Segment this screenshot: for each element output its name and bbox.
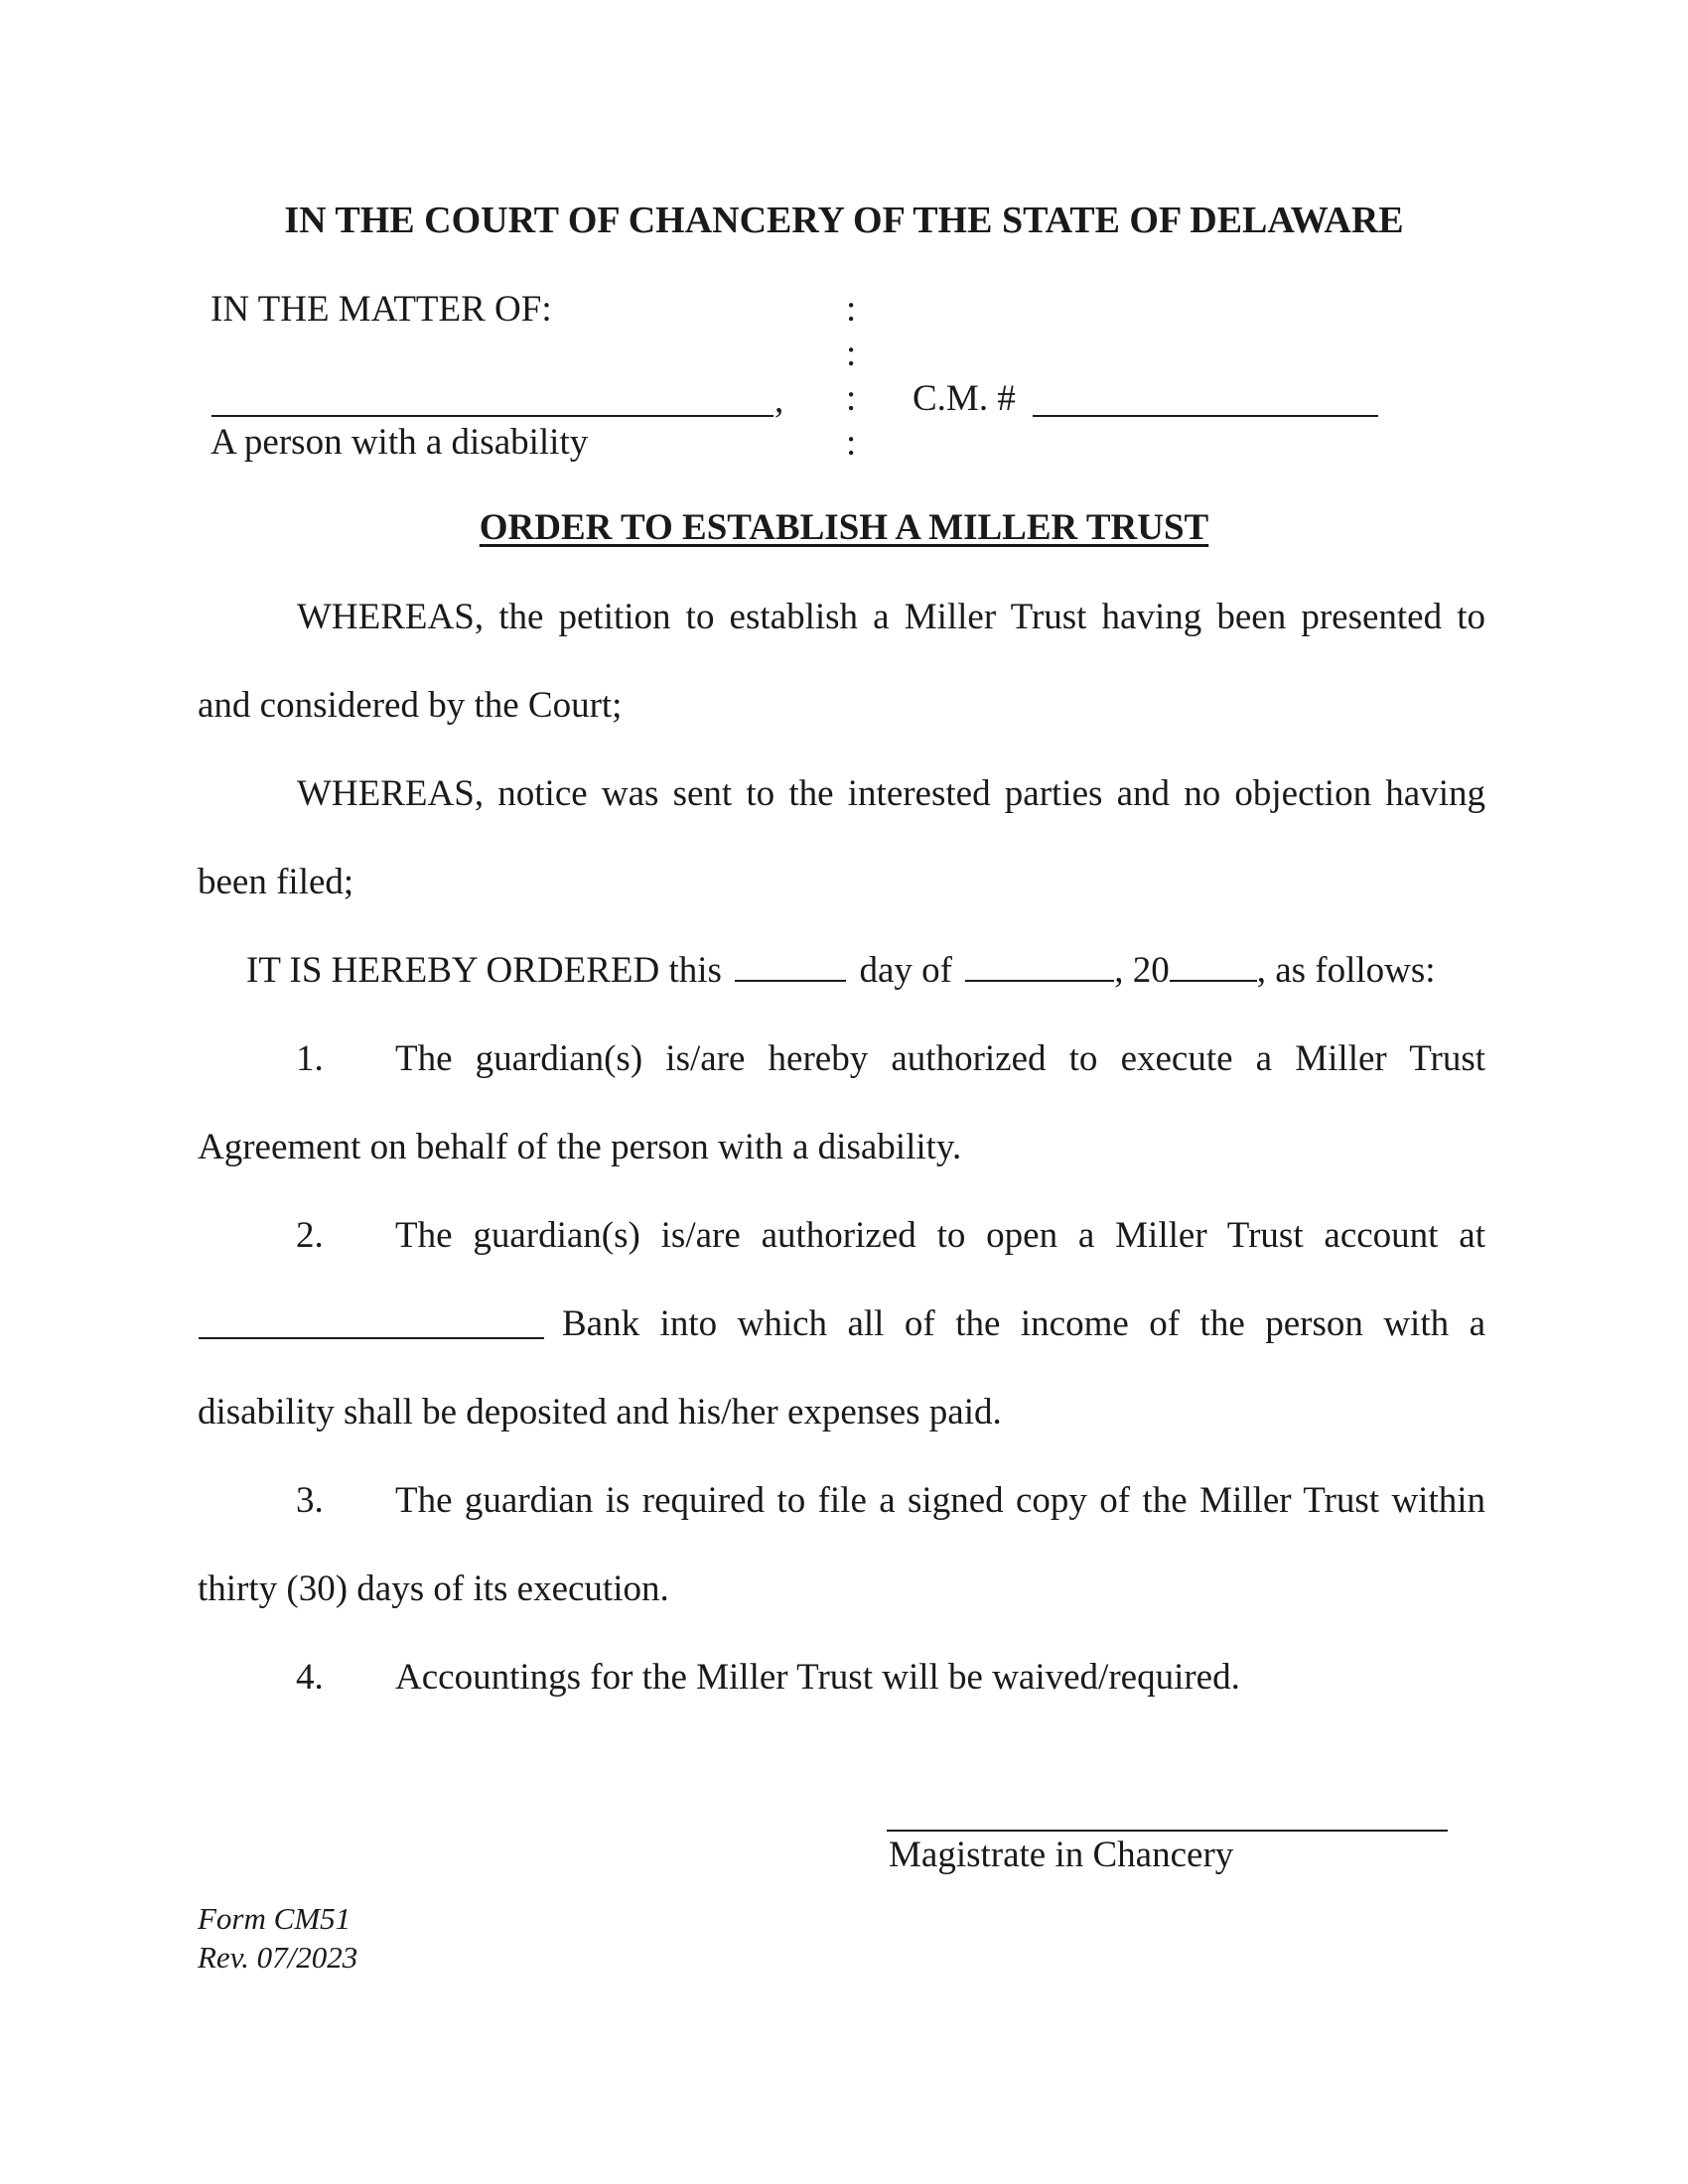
name-comma: ,: [774, 380, 784, 421]
item-1-line-2: Agreement on behalf of the person with a disability.: [198, 1127, 962, 1167]
caption-colon-4: :: [846, 423, 857, 464]
day-blank[interactable]: [735, 950, 846, 982]
item-4-line-1: Accountings for the Miller Trust will be waived/required.: [395, 1657, 1240, 1698]
magistrate-label: Magistrate in Chancery: [889, 1835, 1234, 1875]
form-number: Form CM51: [198, 1901, 352, 1936]
whereas-2-line-2: been filed;: [198, 862, 354, 902]
magistrate-signature-line[interactable]: [887, 1830, 1448, 1832]
item-1-line-1: The guardian(s) is/are hereby authorized to execute a Miller Trust: [395, 1038, 1485, 1079]
item-2-line-1: The guardian(s) is/are authorized to open a Miller Trust account at: [395, 1215, 1485, 1256]
court-title: IN THE COURT OF CHANCERY OF THE STATE OF DELAWARE: [284, 200, 1404, 241]
ordered-text-3: , 20: [1114, 950, 1170, 991]
item-3-number: 3.: [296, 1480, 324, 1521]
order-title: [0, 506, 1688, 549]
year-blank[interactable]: [1170, 950, 1257, 982]
bank-name-blank[interactable]: [199, 1337, 544, 1339]
whereas-1-line-1: WHEREAS, the petition to establish a Miller Trust having been presented to: [297, 597, 1485, 637]
cm-number-label: C.M. #: [913, 378, 1016, 419]
month-blank[interactable]: [965, 950, 1114, 982]
form-revision: Rev. 07/2023: [198, 1940, 358, 1975]
ordered-line: [246, 949, 1436, 992]
whereas-2-line-1: WHEREAS, notice was sent to the interested parties and no objection having: [297, 773, 1485, 814]
ordered-text-4: , as follows:: [1256, 950, 1436, 991]
cm-number-blank[interactable]: [1033, 415, 1378, 417]
item-3-line-2: thirty (30) days of its execution.: [198, 1569, 669, 1609]
caption-colon-1: :: [846, 289, 857, 330]
item-2-number: 2.: [296, 1215, 324, 1256]
item-2-line-2: Bank into which all of the income of the person with a: [562, 1303, 1485, 1344]
person-name-blank[interactable]: [211, 415, 774, 417]
ordered-text-1: IT IS HEREBY ORDERED this: [246, 950, 722, 991]
item-4-number: 4.: [296, 1657, 324, 1698]
item-1-number: 1.: [296, 1038, 324, 1079]
caption-colon-3: :: [846, 378, 857, 419]
ordered-text-2: day of: [859, 950, 952, 991]
item-3-line-1: The guardian is required to file a signed copy of the Miller Trust within: [395, 1480, 1485, 1521]
caption-colon-2: :: [846, 334, 857, 374]
order-title-text: ORDER TO ESTABLISH A MILLER TRUST: [479, 507, 1209, 548]
person-with-disability-label: A person with a disability: [211, 422, 589, 463]
item-2-line-3: disability shall be deposited and his/her expenses paid.: [198, 1392, 1002, 1433]
whereas-1-line-2: and considered by the Court;: [198, 685, 623, 726]
in-the-matter-of-label: IN THE MATTER OF:: [211, 289, 552, 330]
